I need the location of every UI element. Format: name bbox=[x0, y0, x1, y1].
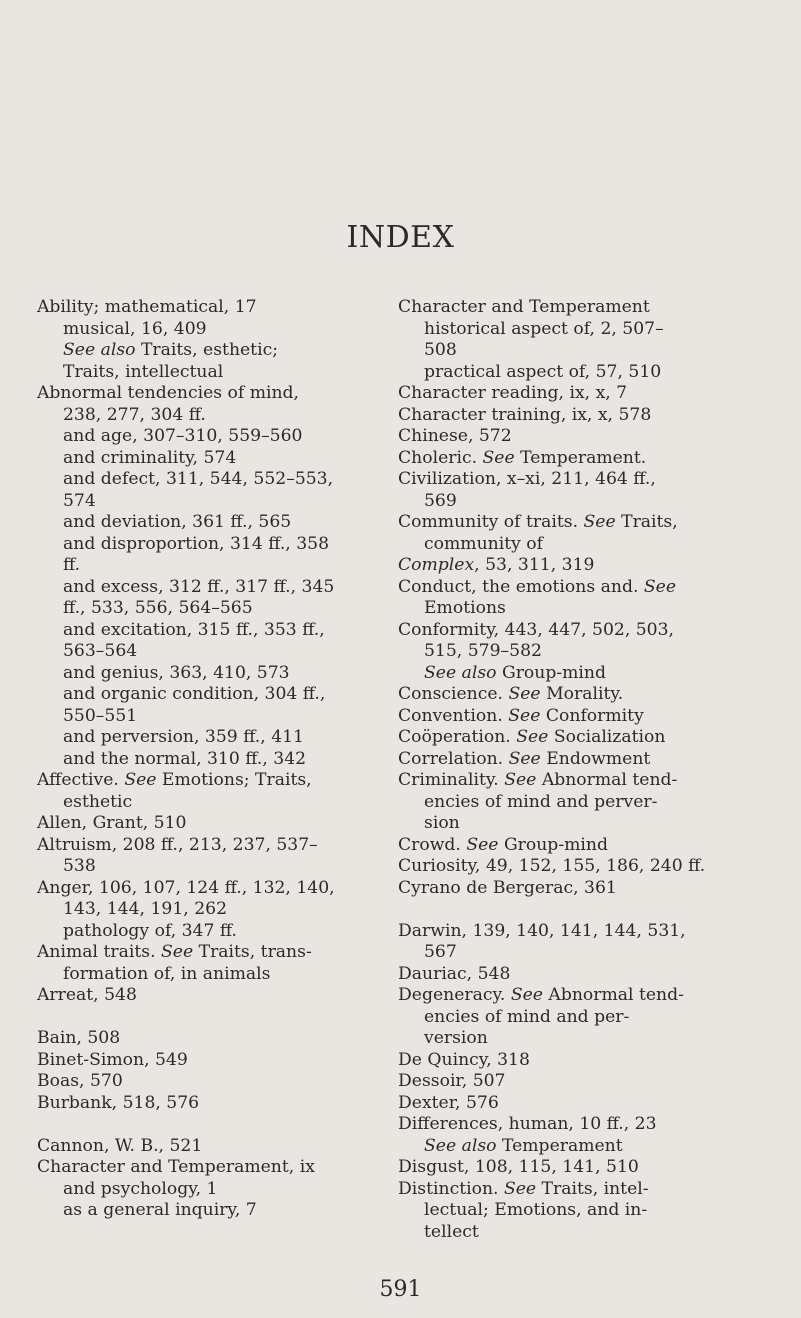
index-entry: See also Group-mind bbox=[424, 662, 607, 683]
index-entry: Dauriac, 548 bbox=[398, 963, 511, 984]
index-entry: Community of traits. See Traits, bbox=[398, 512, 678, 532]
index-entry: Emotions bbox=[424, 598, 506, 618]
index-entry: 574 bbox=[63, 490, 96, 511]
index-entry: Curiosity, 49, 152, 155, 186, 240 ff. bbox=[398, 856, 706, 876]
index-entry: Binet-Simon, 549 bbox=[37, 1049, 188, 1070]
index-entry: encies of mind and per- bbox=[424, 1006, 630, 1027]
index-entry: as a general inquiry, 7 bbox=[63, 1200, 257, 1220]
index-entry: sion bbox=[424, 813, 460, 833]
index-entry: Burbank, 518, 576 bbox=[37, 1092, 200, 1113]
index-entry: Character and Temperament, ix bbox=[37, 1157, 315, 1177]
index-entry: and perversion, 359 ff., 411 bbox=[63, 727, 304, 747]
index-entry: ff., 533, 556, 564–565 bbox=[63, 598, 253, 618]
index-entry: ff. bbox=[63, 555, 81, 575]
index-entry: and psychology, 1 bbox=[63, 1178, 218, 1199]
index-entry: 515, 579–582 bbox=[424, 641, 542, 661]
index-entry: practical aspect of, 57, 510 bbox=[424, 361, 662, 382]
index-entry: 567 bbox=[424, 942, 457, 962]
index-entry: Chinese, 572 bbox=[398, 426, 512, 446]
index-entry: 550–551 bbox=[63, 705, 138, 726]
index-entry: Criminality. See Abnormal tend- bbox=[398, 770, 678, 790]
index-entry: 143, 144, 191, 262 bbox=[63, 899, 228, 919]
index-entry: Disgust, 108, 115, 141, 510 bbox=[398, 1157, 639, 1177]
index-entry: lectual; Emotions, and in- bbox=[424, 1200, 648, 1220]
index-entry: pathology of, 347 ff. bbox=[63, 920, 237, 941]
index-entry: Anger, 106, 107, 124 ff., 132, 140, bbox=[37, 877, 335, 898]
index-entry: Coöperation. See Socialization bbox=[398, 727, 666, 747]
index-entry: Crowd. See Group-mind bbox=[398, 834, 608, 855]
index-column-left bbox=[37, 297, 372, 1222]
index-entry: Dexter, 576 bbox=[398, 1092, 499, 1113]
index-entry: Distinction. See Traits, intel- bbox=[398, 1178, 649, 1199]
index-entry: 538 bbox=[63, 856, 96, 876]
index-entry: 569 bbox=[424, 490, 457, 511]
index-entry: De Quincy, 318 bbox=[398, 1049, 530, 1070]
index-entry: Bain, 508 bbox=[37, 1028, 121, 1048]
index-entry: Character reading, ix, x, 7 bbox=[398, 383, 628, 403]
index-entry: and disproportion, 314 ff., 358 bbox=[63, 533, 330, 554]
index-entry: and excess, 312 ff., 317 ff., 345 bbox=[63, 576, 335, 597]
index-entry: community of bbox=[424, 533, 543, 554]
index-entry: 238, 277, 304 ff. bbox=[63, 404, 206, 425]
index-entry: Character and Temperament bbox=[398, 297, 650, 317]
index-entry: Arreat, 548 bbox=[37, 985, 137, 1005]
index-entry: Cannon, W. B., 521 bbox=[37, 1135, 203, 1156]
index-column-right bbox=[398, 297, 743, 1243]
index-entry: See also Traits, esthetic; bbox=[63, 340, 279, 360]
index-entry: Abnormal tendencies of mind, bbox=[37, 383, 300, 403]
index-entry: Conformity, 443, 447, 502, 503, bbox=[398, 619, 675, 640]
index-entry: formation of, in animals bbox=[63, 963, 271, 984]
index-entry: Degeneracy. See Abnormal tend- bbox=[398, 985, 684, 1005]
index-entry: Dessoir, 507 bbox=[398, 1071, 506, 1091]
index-entry: and defect, 311, 544, 552–553, bbox=[63, 469, 334, 489]
index-entry: version bbox=[424, 1028, 488, 1048]
index-entry: and criminality, 574 bbox=[63, 447, 237, 468]
index-entry: encies of mind and perver- bbox=[424, 791, 658, 812]
index-entry: and deviation, 361 ff., 565 bbox=[63, 512, 292, 532]
index-entry: and genius, 363, 410, 573 bbox=[63, 662, 290, 683]
index-entry: Convention. See Conformity bbox=[398, 705, 644, 726]
index-entry: musical, 16, 409 bbox=[63, 318, 207, 339]
index-entry: Differences, human, 10 ff., 23 bbox=[398, 1114, 657, 1134]
page-title: INDEX bbox=[346, 220, 455, 255]
index-entry: Choleric. See Temperament. bbox=[398, 447, 647, 468]
index-entry: Ability; mathematical, 17 bbox=[37, 297, 257, 317]
index-entry: Correlation. See Endowment bbox=[398, 748, 651, 769]
index-entry: 563–564 bbox=[63, 641, 138, 661]
index-entry: Altruism, 208 ff., 213, 237, 537– bbox=[37, 834, 318, 855]
index-entry: Civilization, x–xi, 211, 464 ff., bbox=[398, 469, 656, 489]
page-number: 591 bbox=[379, 1277, 422, 1302]
index-entry: Complex, 53, 311, 319 bbox=[398, 555, 595, 575]
index-entry: tellect bbox=[424, 1221, 479, 1242]
index-entry: Darwin, 139, 140, 141, 144, 531, bbox=[398, 920, 686, 941]
index-entry: and the normal, 310 ff., 342 bbox=[63, 748, 307, 769]
index-entry: historical aspect of, 2, 507– bbox=[424, 318, 664, 339]
index-entry: Affective. See Emotions; Traits, bbox=[37, 770, 312, 790]
index-entry: Animal traits. See Traits, trans- bbox=[37, 942, 312, 962]
index-entry: Cyrano de Bergerac, 361 bbox=[398, 877, 617, 898]
index-entry: and organic condition, 304 ff., bbox=[63, 684, 326, 704]
index-entry: Conscience. See Morality. bbox=[398, 684, 624, 704]
index-entry: Boas, 570 bbox=[37, 1071, 123, 1091]
index-entry: Traits, intellectual bbox=[63, 361, 224, 382]
index-entry: See also Temperament bbox=[424, 1135, 623, 1156]
index-entry: and age, 307–310, 559–560 bbox=[63, 426, 303, 446]
index-entry: Allen, Grant, 510 bbox=[37, 813, 187, 833]
index-entry: Conduct, the emotions and. See bbox=[398, 576, 677, 597]
index-entry: Character training, ix, x, 578 bbox=[398, 404, 652, 425]
index-entry: esthetic bbox=[63, 791, 133, 812]
index-entry: 508 bbox=[424, 340, 457, 360]
index-entry: and excitation, 315 ff., 353 ff., bbox=[63, 619, 325, 640]
